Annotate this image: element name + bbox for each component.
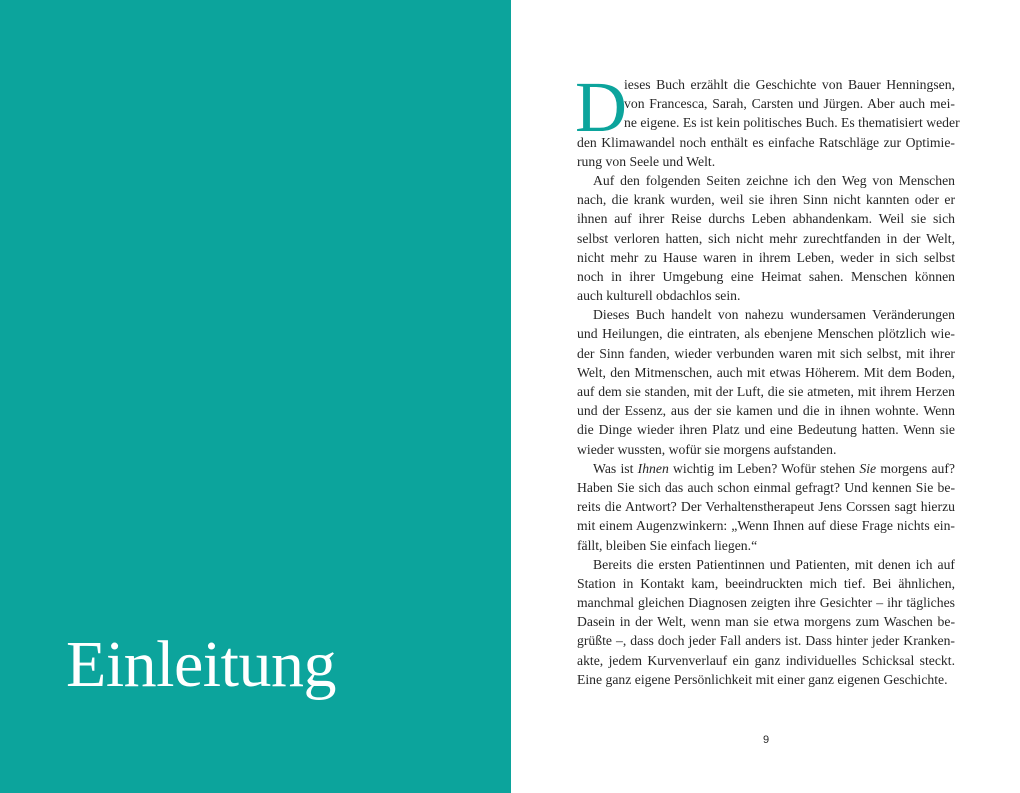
text-segment: von Francesca, Sarah, Carsten und Jürgen. Aber auch mei- bbox=[624, 96, 955, 112]
text-line bbox=[577, 324, 955, 343]
text-segment: ihnen auf ihrer Reise durchs Leben abhandenkam. Weil sie sich bbox=[577, 211, 955, 227]
text-segment: wieder wussten, wofür sie morgens aufstanden. bbox=[577, 441, 837, 457]
text-segment: Welt, den Mitmenschen, auch mit etwas Höherem. Mit dem Boden, bbox=[577, 364, 955, 380]
text-line bbox=[577, 94, 955, 113]
text-line bbox=[577, 305, 955, 324]
text-line bbox=[577, 516, 955, 535]
text-line bbox=[577, 631, 955, 650]
paragraph-list bbox=[575, 67, 960, 689]
text-line bbox=[577, 344, 955, 363]
text-segment: reits die Antwort? Der Verhaltenstherapeut Jens Corssen sagt hierzu bbox=[577, 499, 955, 515]
text-line bbox=[577, 133, 955, 152]
text-line bbox=[577, 670, 955, 689]
text-segment: fällt, bleiben Sie einfach liegen.“ bbox=[577, 537, 758, 553]
drop-cap: D bbox=[575, 67, 627, 147]
text-line bbox=[577, 209, 955, 228]
text-line bbox=[577, 171, 955, 190]
text-segment: auch kulturell obdachlos sein. bbox=[577, 288, 741, 304]
text-segment: mit einem Augenzwinkern: „Wenn Ihnen auf diese Frage nichts ein- bbox=[577, 518, 955, 534]
text-segment: Auf den folgenden Seiten zeichne ich den Weg von Menschen bbox=[593, 172, 955, 188]
text-line bbox=[577, 75, 955, 94]
text-line bbox=[577, 113, 960, 132]
text-segment: Was ist bbox=[593, 460, 638, 476]
text-segment: Bereits die ersten Patientinnen und Patienten, mit denen ich auf bbox=[593, 556, 955, 572]
text-line bbox=[577, 651, 955, 670]
italic-text: Ihnen bbox=[637, 460, 669, 476]
text-segment: grüßte –, dass doch jeder Fall anders ist. Dass hinter jeder Kranken- bbox=[577, 633, 955, 649]
text-line bbox=[577, 536, 955, 555]
text-segment: noch in ihrer Umgebung eine Heimat sahen. Menschen können bbox=[577, 268, 955, 284]
italic-text: Sie bbox=[859, 460, 877, 476]
text-line bbox=[577, 478, 955, 497]
text-line bbox=[577, 593, 955, 612]
paragraph bbox=[577, 459, 955, 555]
text-segment: rung von Seele und Welt. bbox=[577, 153, 716, 169]
text-segment: Eine ganz eigene Persönlichkeit mit einer ganz eigenen Geschichte. bbox=[577, 671, 948, 687]
text-line bbox=[577, 248, 955, 267]
text-segment: der Sinn fanden, wieder verbunden waren mit sich selbst, mit ihrer bbox=[577, 345, 955, 361]
text-segment: den Klimawandel noch enthält es einfache Ratschläge zur Optimie- bbox=[577, 134, 955, 150]
text-line bbox=[577, 267, 955, 286]
text-segment: manchmal gleichen Diagnosen zeigten ihre Gesichter – ihr tägliches bbox=[577, 595, 955, 611]
text-segment: ieses Buch erzählt die Geschichte von Bauer Henningsen, bbox=[624, 77, 955, 92]
text-segment: selbst verloren hatten, sich nicht mehr zurechtfanden in der Welt, bbox=[577, 230, 955, 246]
text-segment: Haben Sie sich das auch schon einmal gefragt? Und kennen Sie be- bbox=[577, 479, 955, 495]
paragraph bbox=[575, 67, 960, 171]
paragraph bbox=[577, 305, 955, 459]
text-segment: die Dinge wieder ihren Platz und eine Bedeutung hatten. Wenn sie bbox=[577, 422, 955, 438]
text-line bbox=[577, 440, 955, 459]
body-text bbox=[575, 67, 960, 689]
text-segment: und Heilungen, die eintraten, als ebenjene Menschen plötzlich wie- bbox=[577, 326, 955, 342]
text-line bbox=[577, 229, 955, 248]
text-line bbox=[577, 555, 955, 574]
text-line bbox=[577, 286, 955, 305]
text-segment: akte, jedem Kurvenverlauf ein ganz individuelles Schicksal steckt. bbox=[577, 652, 955, 668]
text-line bbox=[577, 401, 955, 420]
text-line bbox=[577, 497, 955, 516]
text-segment: nach, die krank wurden, weil sie ihren Sinn nicht kannten oder er bbox=[577, 192, 955, 208]
text-segment: ne eigene. Es ist kein politisches Buch. Es thematisiert weder bbox=[624, 115, 960, 131]
text-segment: nicht mehr zu Hause waren in ihrem Leben, weder in sich selbst bbox=[577, 249, 955, 265]
paragraph bbox=[577, 555, 955, 689]
chapter-title: Einleitung bbox=[66, 628, 336, 701]
text-line bbox=[577, 152, 955, 171]
text-segment: Station in Kontakt kam, beeindruckten mich tief. Bei ähnlichen, bbox=[577, 575, 955, 591]
text-segment: auf dem sie standen, mit der Luft, die sie atmeten, mit ihrem Herzen bbox=[577, 384, 955, 399]
text-segment: morgens auf? bbox=[876, 460, 956, 476]
text-segment: Dasein in der Welt, wenn man sie etwa morgens zum Waschen be- bbox=[577, 614, 955, 630]
text-segment: wichtig im Leben? Wofür stehen bbox=[668, 460, 860, 476]
text-segment: und der Essenz, aus der sie kamen und die in ihnen wohnte. Wenn bbox=[577, 403, 955, 419]
text-line bbox=[577, 574, 955, 593]
page-number: 9 bbox=[762, 734, 770, 746]
text-line bbox=[577, 420, 955, 439]
text-line bbox=[577, 363, 955, 382]
text-line bbox=[577, 382, 955, 401]
text-line bbox=[577, 190, 955, 209]
text-line bbox=[577, 459, 955, 478]
text-line bbox=[577, 612, 955, 631]
text-segment: Dieses Buch handelt von nahezu wundersamen Veränderungen bbox=[593, 307, 955, 323]
paragraph bbox=[577, 171, 955, 305]
